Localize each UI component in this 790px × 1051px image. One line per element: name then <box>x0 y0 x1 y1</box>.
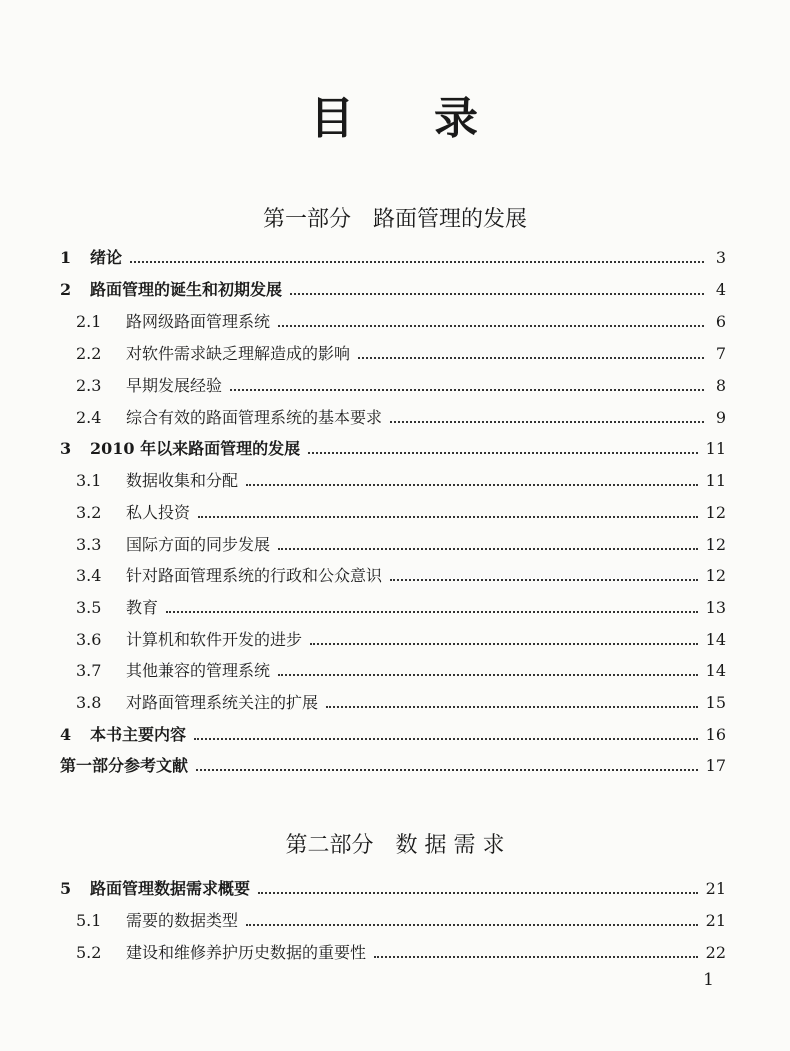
entry-number: 2.3 <box>76 376 102 395</box>
entry-title: 路面管理的诞生和初期发展 <box>90 280 283 299</box>
page-title-char-2: 录 <box>434 93 480 144</box>
leader-dots <box>258 892 698 894</box>
toc-entry[interactable] <box>76 588 726 618</box>
entry-title: 建设和维修养护历史数据的重要性 <box>126 943 367 962</box>
leader-dots <box>278 548 698 550</box>
entry-page: 6 <box>715 312 726 331</box>
entry-number: 1 <box>60 248 72 267</box>
entry-number: 3.3 <box>76 535 102 554</box>
entry-title: 数据收集和分配 <box>126 471 239 490</box>
toc-entry[interactable] <box>76 302 726 332</box>
leader-dots <box>194 738 698 740</box>
leader-dots <box>374 956 698 958</box>
toc-entry[interactable] <box>76 398 726 428</box>
toc-entry[interactable] <box>60 715 726 745</box>
entry-title: 计算机和软件开发的进步 <box>126 630 303 649</box>
entry-title: 国际方面的同步发展 <box>126 535 271 554</box>
toc-entry[interactable] <box>60 869 726 899</box>
entry-title: 对软件需求缺乏理解造成的影响 <box>126 344 351 363</box>
leader-dots <box>278 325 704 327</box>
toc-entry[interactable] <box>76 683 726 713</box>
toc-entry[interactable] <box>76 525 726 555</box>
entry-title: 对路面管理系统关注的扩展 <box>126 693 319 712</box>
entry-number: 2.1 <box>76 312 102 331</box>
entry-page: 14 <box>705 661 726 680</box>
entry-number: 5.1 <box>76 911 102 930</box>
entry-page: 13 <box>705 598 726 617</box>
entry-title: 第一部分参考文献 <box>60 756 189 775</box>
part-2-title: 第二部分 数 据 需 求 <box>285 833 505 858</box>
leader-dots <box>246 484 698 486</box>
leader-dots <box>310 643 698 645</box>
entry-page: 14 <box>705 630 726 649</box>
leader-dots <box>198 516 698 518</box>
leader-dots <box>326 706 698 708</box>
entry-page: 12 <box>705 535 726 554</box>
entry-number: 3.2 <box>76 503 102 522</box>
part-1-title: 第一部分 路面管理的发展 <box>262 207 527 232</box>
entry-number: 3.1 <box>76 471 102 490</box>
entry-page: 11 <box>705 471 726 490</box>
entry-page: 22 <box>705 943 726 962</box>
toc-entry[interactable] <box>76 493 726 523</box>
leader-dots <box>130 261 704 263</box>
toc-entry[interactable] <box>60 270 726 300</box>
entry-title: 本书主要内容 <box>90 725 187 744</box>
entry-number: 2 <box>60 280 72 299</box>
entry-number: 3.4 <box>76 566 102 585</box>
leader-dots <box>230 389 704 391</box>
entry-number: 5.2 <box>76 943 102 962</box>
entry-page: 17 <box>705 756 726 775</box>
entry-page: 15 <box>705 693 726 712</box>
leader-dots <box>390 421 704 423</box>
entry-page: 3 <box>715 248 726 267</box>
toc-entry[interactable] <box>76 651 726 681</box>
leader-dots <box>246 924 698 926</box>
toc-entry-references[interactable] <box>60 746 726 776</box>
toc-entry[interactable] <box>76 334 726 364</box>
toc-entry[interactable] <box>76 556 726 586</box>
entry-number: 4 <box>60 725 72 744</box>
entry-title: 早期发展经验 <box>126 376 223 395</box>
entry-number: 2.2 <box>76 344 102 363</box>
leader-dots <box>290 293 704 295</box>
toc-entry[interactable] <box>76 933 726 963</box>
entry-title: 其他兼容的管理系统 <box>126 661 271 680</box>
entry-number: 3.8 <box>76 693 102 712</box>
leader-dots <box>196 769 698 771</box>
entry-page: 12 <box>705 566 726 585</box>
toc-entry[interactable] <box>60 238 726 268</box>
entry-number: 3.6 <box>76 630 102 649</box>
toc-entry[interactable] <box>60 429 726 459</box>
entry-title: 教育 <box>126 598 159 617</box>
leader-dots <box>390 579 698 581</box>
toc-entry[interactable] <box>76 461 726 491</box>
page-title-char-1: 目 <box>310 93 356 144</box>
entry-number: 3.5 <box>76 598 102 617</box>
entry-title: 需要的数据类型 <box>126 911 239 930</box>
entry-page: 4 <box>715 280 726 299</box>
entry-page: 7 <box>715 344 726 363</box>
entry-number: 3 <box>60 439 72 458</box>
entry-page: 8 <box>715 376 726 395</box>
entry-title: 路面管理数据需求概要 <box>90 879 251 898</box>
toc-entry[interactable] <box>76 901 726 931</box>
entry-title: 路网级路面管理系统 <box>126 312 271 331</box>
leader-dots <box>308 452 698 454</box>
entry-number: 2.4 <box>76 408 102 427</box>
page-number: 1 <box>703 970 714 990</box>
entry-number: 3.7 <box>76 661 102 680</box>
page-title <box>0 82 790 146</box>
entry-page: 11 <box>705 439 726 458</box>
entry-title: 私人投资 <box>126 503 191 522</box>
leader-dots <box>166 611 698 613</box>
entry-page: 9 <box>715 408 726 427</box>
toc-entry[interactable] <box>76 620 726 650</box>
leader-dots <box>278 674 698 676</box>
entry-page: 21 <box>705 911 726 930</box>
entry-number: 5 <box>60 879 72 898</box>
entry-page: 16 <box>705 725 726 744</box>
entry-page: 21 <box>705 879 726 898</box>
entry-page: 12 <box>705 503 726 522</box>
entry-title: 绪论 <box>90 248 123 267</box>
toc-entry[interactable] <box>76 366 726 396</box>
entry-title: 综合有效的路面管理系统的基本要求 <box>126 408 383 427</box>
leader-dots <box>358 357 704 359</box>
entry-title: 针对路面管理系统的行政和公众意识 <box>126 566 383 585</box>
entry-title: 2010 年以来路面管理的发展 <box>90 439 301 458</box>
